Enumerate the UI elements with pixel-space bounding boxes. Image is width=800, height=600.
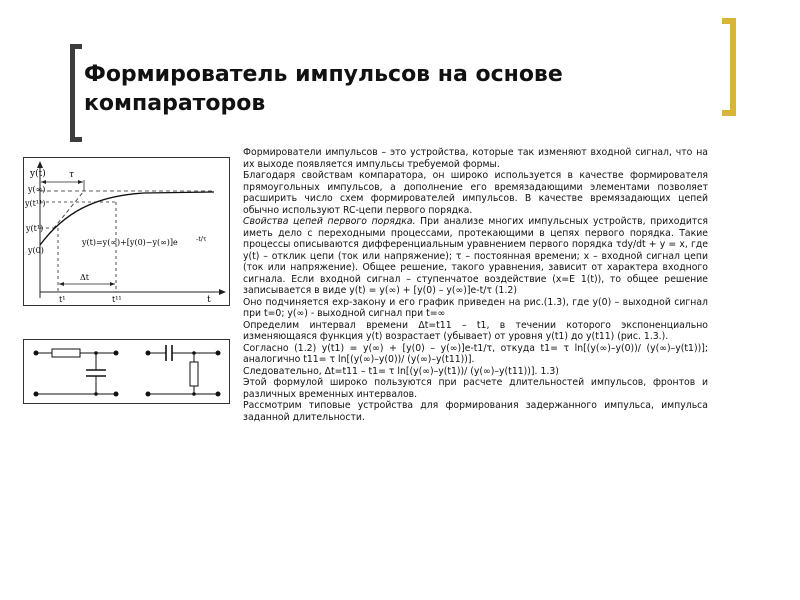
t1-label: t¹	[59, 295, 66, 304]
paragraph-usage: Этой формулой широко пользуются при расчете длительностей импульсов, фронтов и различных временных интервалов.	[243, 377, 708, 400]
paragraph-result: Следовательно, Δt=t11 – t1= τ ln[(y(∞)–y(t1))/ (y(∞)–y(t11))]. 1.3)	[243, 365, 559, 377]
tau-label: τ	[69, 170, 74, 180]
rc-properties-text: При анализе многих импульсных устройств, приходится иметь дело с переходными процессами, протекающими в цепях первого порядка. Такие процессы описываются дифференциальным уравнением первого порядка τdy/dt + y = x, где y(t) – отклик цепи (ток или напряжение); τ – постоянная времени; x – входной сигнал цепи (ток или напряжение). Общее решение, такого уравнения, зависит от характера входного сигнала. Если входной сигнал – ступенчатое воздействие (x=E 1(t)), то общее решение записывается в виде y(t) = y(∞) + [y(0) – y(∞)]e-t/τ (1.2)	[243, 216, 708, 296]
y-axis-arrow	[37, 161, 43, 168]
paragraph-derivation: Согласно (1.2) y(t1) = y(∞) + [y(0) – y(∞)]e-t1/τ, откуда t1= τ ln[(y(∞)–y(0))/ (y(∞)–y(t1))]; аналогично t11= τ ln[(y(∞)–y(0))/ (y(∞)–y(t11))].	[243, 342, 708, 365]
body-text	[243, 147, 708, 423]
rc-integrating-circuit	[34, 349, 119, 397]
resistor-symbol-vertical	[190, 362, 198, 386]
y-inf-label: y(∞)	[28, 185, 46, 194]
paragraph-comparator: Благодаря свойствам компаратора, он широко используется в качестве формирователя прямоугольных импульсов, а дополнение его времязадающими элементами позволяет расширить число схем формирователей импульсов. В качестве времязадающих цепей обычно используют RC-цепи первого порядка.	[243, 170, 708, 216]
y-0-label: y(0)	[28, 246, 44, 255]
y-t11-label: y(t¹¹)	[25, 199, 46, 208]
slide-title: Формирователь импульсов на основе компараторов	[84, 62, 563, 116]
resistor-symbol	[52, 349, 80, 357]
delta-t-arrow-left	[59, 282, 64, 286]
y-t1-label: y(t¹)	[26, 224, 44, 233]
paragraph-rc-properties	[243, 216, 708, 297]
paragraph-exp-law: Оно подчиняется exp-закону и его график приведен на рис.(1.3), где y(0) – выходной сигнал при t=0; y(∞) - выходной сигнал при t=∞	[243, 296, 708, 319]
x-axis-arrow	[219, 289, 226, 295]
exponential-graph-figure	[23, 157, 230, 306]
paragraph-next: Рассмотрим типовые устройства для формирования задержанного импульса, импульса заданной длительности.	[243, 400, 708, 423]
rc-differentiating-circuit	[146, 345, 221, 397]
rc-circuits-diagram	[24, 340, 229, 403]
t-axis-label: t	[207, 295, 211, 305]
rc-circuits-figure	[23, 339, 230, 404]
tau-arrow-right	[78, 180, 83, 184]
paragraph-interval: Определим интервал времени Δt=t11 – t1, в течении которого экспоненциально изменяющаяся функция y(t) возрастает (убывает) от уровня y(t1) до y(t11) (рис. 1.3.).	[243, 319, 708, 342]
y-t-label: y(t)	[30, 169, 46, 179]
delta-t-label: Δt	[80, 273, 89, 282]
left-bracket-decoration	[70, 44, 82, 142]
t11-label: t¹¹	[112, 295, 122, 304]
formula-exponent: -t/τ	[196, 235, 207, 243]
tau-arrow-left	[41, 180, 46, 184]
formula-label: y(t)=y(∞)+[y(0)−y(∞)]e	[82, 238, 178, 247]
exponential-graph	[24, 158, 229, 305]
paragraph-intro: Формирователи импульсов – это устройства, которые так изменяют входной сигнал, что на их выходе появляется импульсы требуемой формы.	[243, 147, 708, 170]
right-bracket-decoration	[722, 18, 736, 116]
delta-t-arrow-right	[110, 282, 115, 286]
rc-properties-heading: Свойства цепей первого порядка.	[243, 216, 416, 227]
